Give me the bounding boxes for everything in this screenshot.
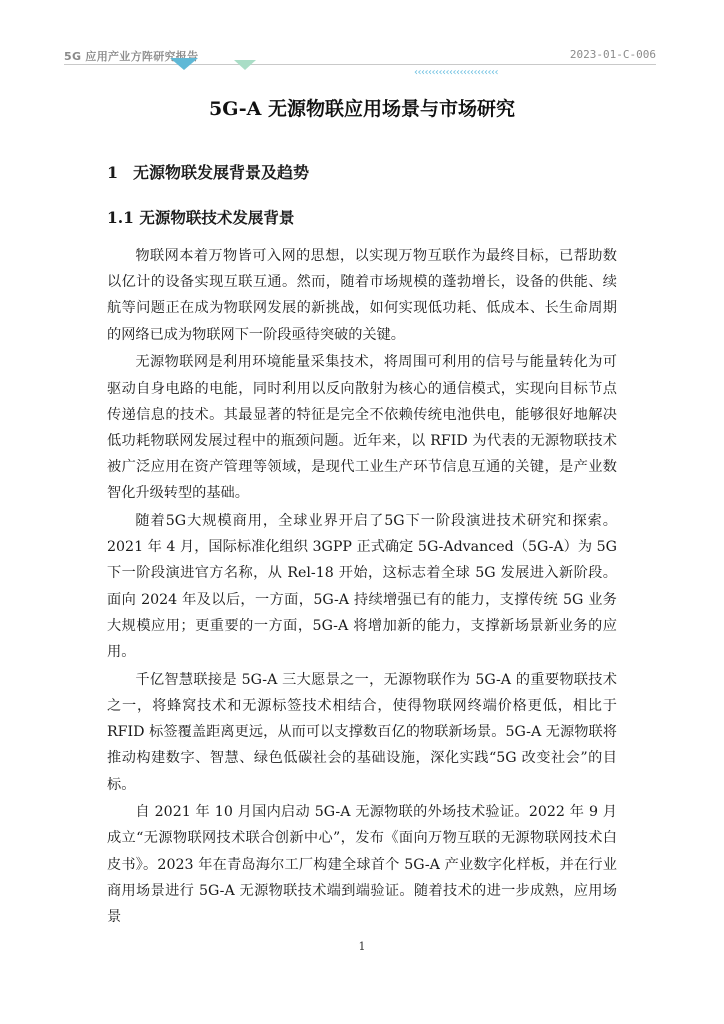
page-header [64,44,656,74]
section-number: 1 [107,163,119,182]
subsection-heading-1-1: 1.1 无源物联技术发展背景 [107,208,295,227]
paragraph: 千亿智慧联接是 5G-A 三大愿景之一，无源物联作为 5G-A 的重要物联技术之一，将蜂窝技术和无源标签技术相结合，使得物联网终端价格更低，相比于 RFID 标签覆盖距离更远，从而可以支撑数百亿的物联新场景。5G-A 无源物联将推动构建数字、智慧、绿色低碳社会的基础设施，深化实践“5G 改变社会”的目标。 [107,671,617,793]
body-text [107,243,617,932]
page-number: 1 [358,940,366,953]
header-triangle-decoration-light [234,60,256,70]
document-code: 2023-01-C-006 [569,48,656,61]
section-heading-1 [107,160,309,183]
header-divider [64,64,656,65]
paragraph: 物联网本着万物皆可入网的思想，以实现万物互联作为最终目标，已帮助数以亿计的设备实现互联互通。然而，随着市场规模的蓬勃增长，设备的供能、续航等问题正在成为物联网发展的新挑战，如何实现低功耗、低成本、长生命周期的网络已成为物联网下一阶段亟待突破的关键。 [107,248,617,343]
header-chevron-decoration: ‹‹‹‹‹‹‹‹‹‹‹‹‹‹‹‹‹‹‹‹‹‹‹‹ [414,67,498,78]
paragraph: 随着5G大规模商用，全球业界开启了5G下一阶段演进技术研究和探索。2021 年 4 月，国际标准化组织 3GPP 正式确定 5G-Advanced（5G-A）为 5G 下一阶段演进官方名称，从 Rel-18 开始，这标志着全球 5G 发展进入新阶段。面向 2024 年及以后，一方面，5G-A 持续增强已有的能力，支撑传统 5G 业务大规模应用；更重要的一方面，5G-A 将增加新的能力，支撑新场景新业务的应用。 [107,513,617,661]
section-title: 无源物联发展背景及趋势 [133,163,310,182]
header-triangle-decoration [170,58,198,70]
report-name: 5G 应用产业方阵研究报告 [64,50,199,63]
paragraph: 无源物联网是利用环境能量采集技术，将周围可利用的信号与能量转化为可驱动自身电路的电能，同时利用以反向散射为核心的通信模式，实现向目标节点传递信息的技术。其最显著的特征是完全不依赖传统电池供电，能够很好地解决低功耗物联网发展过程中的瓶颈问题。近年来，以 RFID 为代表的无源物联技术被广泛应用在资产管理等领域，是现代工业生产环节信息互通的关键，是产业数智化升级转型的基础。 [107,354,617,502]
paragraph: 自 2021 年 10 月国内启动 5G-A 无源物联的外场技术验证。2022 年 9 月成立“无源物联网技术联合创新中心”，发布《面向万物互联的无源物联网技术白皮书》。2023 年在青岛海尔工厂构建全球首个 5G-A 产业数字化样板，并在行业商用场景进行 5G-A 无源物联技术端到端验证。随着技术的进一步成熟，应用场景 [107,804,617,926]
document-title: 5G-A 无源物联应用场景与市场研究 [208,98,516,120]
